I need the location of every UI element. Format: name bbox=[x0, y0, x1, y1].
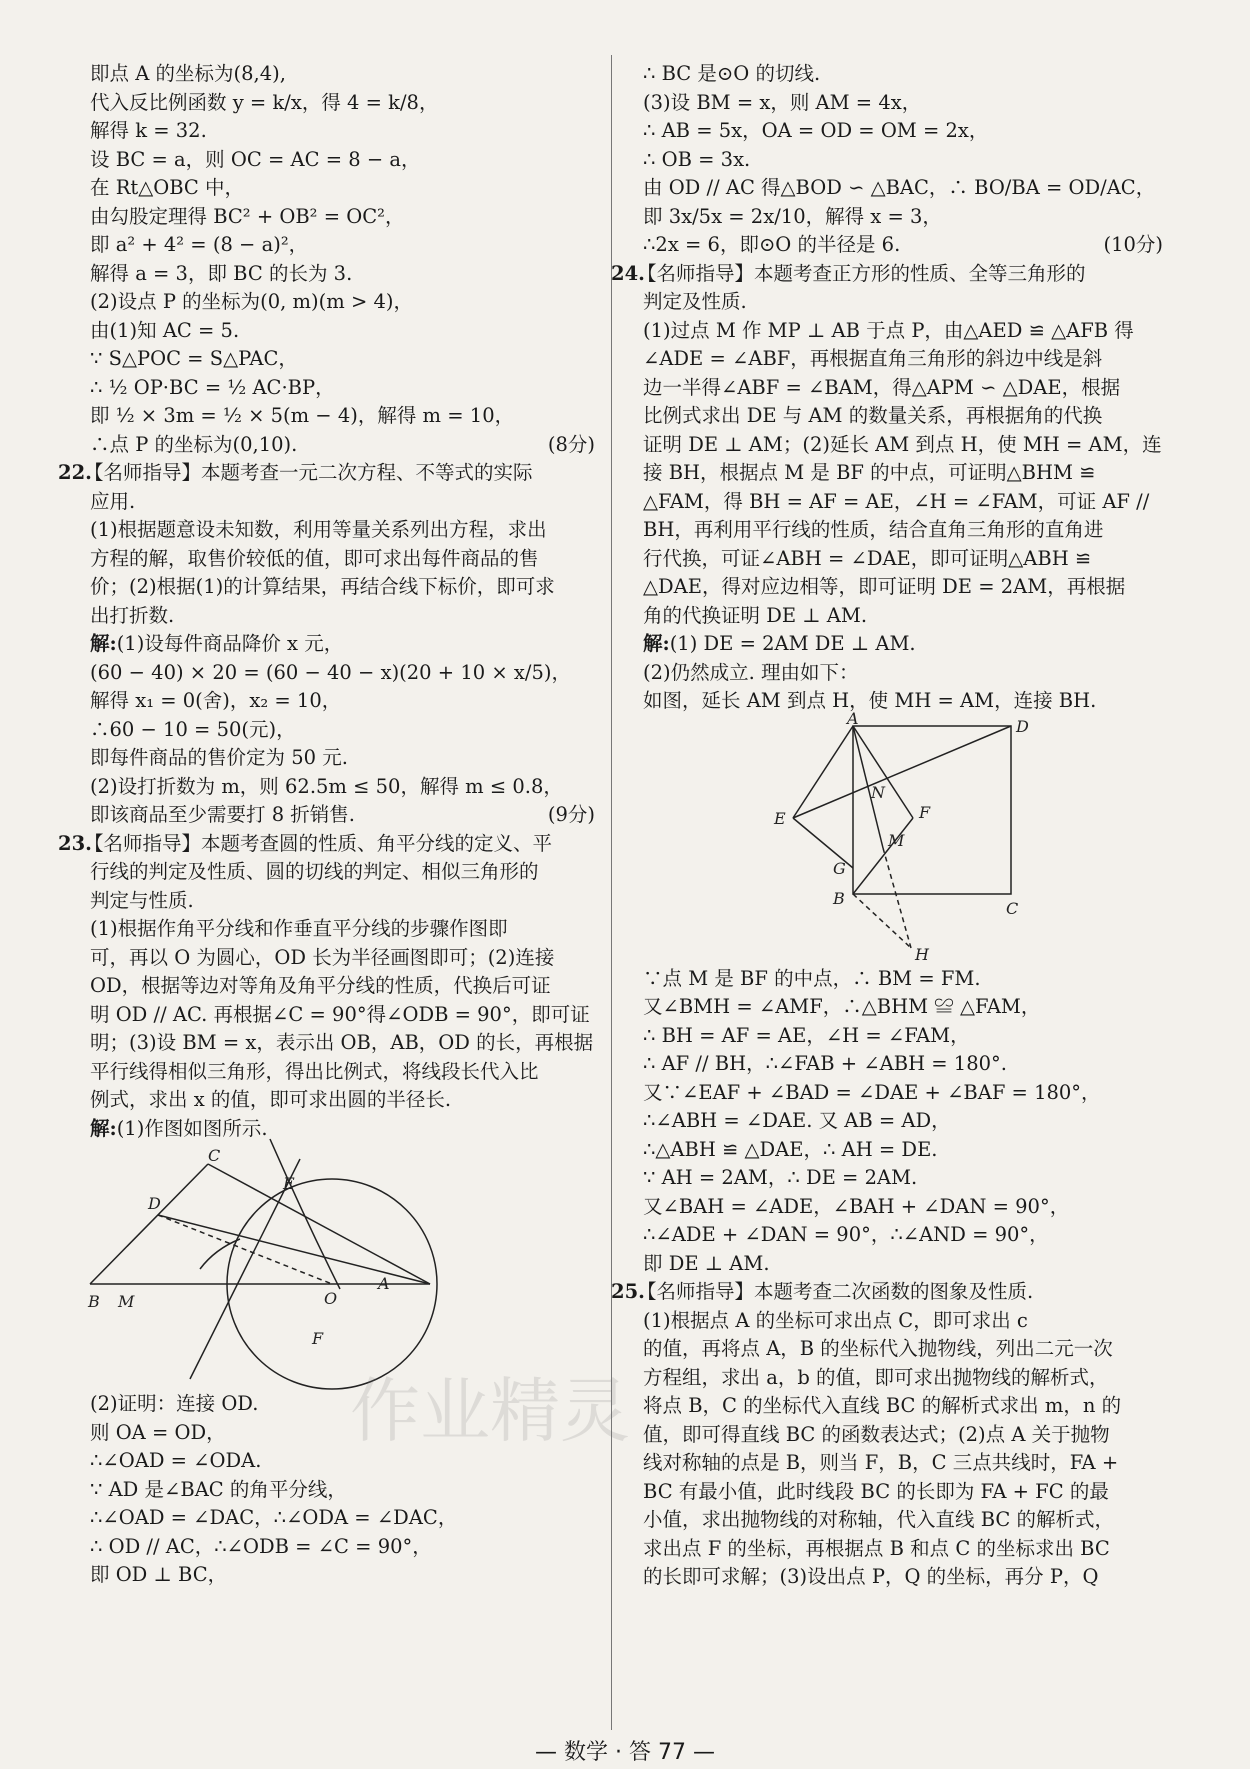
text-line: 应用. bbox=[90, 489, 136, 513]
text-line: ∴ AF // BH，∴∠FAB + ∠ABH = 180°. bbox=[643, 1052, 1007, 1075]
text-line: 设 BC = a，则 OC = AC = 8 − a， bbox=[90, 147, 421, 171]
label-a: A bbox=[378, 1274, 390, 1293]
q22-head: 【名师指导】本题考查一元二次方程、不等式的实际 bbox=[83, 461, 533, 484]
text-line: 方程组，求出 a，b 的值，即可求出抛物线的解析式， bbox=[643, 1365, 1109, 1389]
text-line: 比例式求出 DE 与 AM 的数量关系，再根据角的代换 bbox=[643, 404, 1103, 427]
text-line bbox=[643, 630, 1163, 659]
label-m: M bbox=[118, 1292, 135, 1311]
label-e: E bbox=[283, 1174, 295, 1193]
column-divider bbox=[611, 55, 612, 1730]
text-line: ∴ AB = 5x，OA = OD = OM = 2x， bbox=[643, 119, 989, 142]
text-line: 可，再以 O 为圆心，OD 长为半径画图即可；(2)连接 bbox=[90, 945, 555, 969]
text-line: 由勾股定理得 BC² + OB² = OC²， bbox=[90, 204, 405, 228]
text-line: 又∠BMH = ∠AMF，∴△BHM ≌ △FAM， bbox=[643, 995, 1041, 1018]
text-line: 求出点 F 的坐标，再根据点 B 和点 C 的坐标求出 BC bbox=[643, 1536, 1110, 1560]
text-line: ∵ AH = 2AM，∴ DE = 2AM. bbox=[643, 1166, 918, 1189]
text-line: 价；(2)根据(1)的计算结果，再结合线下标价，即可求 bbox=[90, 575, 555, 598]
text-line: 例式，求出 x 的值，即可求出圆的半径长. bbox=[90, 1088, 452, 1111]
text-line: 代入反比例函数 y = k/x，得 4 = k/8， bbox=[90, 90, 439, 114]
text-line: ∵点 M 是 BF 的中点，∴ BM = FM. bbox=[643, 966, 981, 990]
text-line bbox=[643, 231, 1163, 260]
text-line: (2)证明：连接 OD. bbox=[90, 1392, 259, 1415]
text-line: ∴ OB = 3x. bbox=[643, 147, 751, 171]
q24-number: 24. bbox=[611, 261, 645, 285]
text-line: (1)根据点 A 的坐标可求出点 C，即可求出 c bbox=[643, 1308, 1028, 1332]
line-ed bbox=[793, 726, 1011, 818]
label-c: C bbox=[1006, 898, 1019, 918]
solution-label: 解: bbox=[90, 1116, 117, 1140]
label-f: F bbox=[919, 802, 931, 822]
circle-construction-figure bbox=[88, 1146, 390, 1384]
q23-last: ∴2x = 6，即⊙O 的半径是 6. bbox=[643, 233, 901, 256]
q25-number: 25. bbox=[611, 1280, 645, 1303]
text-line: BH，再利用平行线的性质，结合直角三角形的直角进 bbox=[643, 518, 1104, 541]
line-bc bbox=[90, 1164, 208, 1284]
label-c: C bbox=[208, 1146, 221, 1165]
q22-number: 22. bbox=[58, 461, 92, 484]
text-line: (1)根据题意设未知数，利用等量关系列出方程，求出 bbox=[90, 518, 547, 541]
q22-last: 即该商品至少需要打 8 折销售. bbox=[90, 803, 356, 826]
text-line: BC 有最小值，此时线段 BC 的长即为 FA + FC 的最 bbox=[643, 1479, 1109, 1503]
text-line: 接 BH，根据点 M 是 BF 的中点，可证明△BHM ≌ bbox=[643, 461, 1096, 484]
text-line: ∴∠ADE + ∠DAN = 90°，∴∠AND = 90°， bbox=[643, 1223, 1049, 1246]
q23-head: 【名师指导】本题考查圆的性质、角平分线的定义、平 bbox=[83, 831, 552, 855]
q24-head: 【名师指导】本题考查正方形的性质、全等三角形的 bbox=[636, 261, 1086, 285]
text-line bbox=[90, 431, 595, 460]
text-line: 行线的判定及性质、圆的切线的判定、相似三角形的 bbox=[90, 860, 539, 883]
label-e: E bbox=[774, 808, 786, 828]
solution-label: 解: bbox=[90, 632, 117, 655]
text-line: ∴ OD // AC，∴∠ODB = ∠C = 90°， bbox=[90, 1534, 432, 1558]
text-line: ∵ AD 是∠BAC 的角平分线， bbox=[90, 1477, 347, 1501]
text-line: (1)作图如图所示. bbox=[116, 1116, 268, 1140]
text-line: 由 OD // AC 得△BOD ∽ △BAC，∴ BO/BA = OD/AC， bbox=[643, 176, 1156, 199]
text-line: 行代换，可证∠ABH = ∠DAE，即可证明△ABH ≌ bbox=[643, 546, 1092, 570]
text-line: 出打折数. bbox=[90, 603, 175, 627]
text-line: ∠ADE = ∠ABF，再根据直角三角形的斜边中线是斜 bbox=[643, 347, 1103, 370]
text-line: (3)设 BM = x，则 AM = 4x， bbox=[643, 90, 922, 114]
text-line: △FAM，得 BH = AF = AE，∠H = ∠FAM，可证 AF // bbox=[643, 489, 1150, 513]
text-line: 由(1)知 AC = 5. bbox=[90, 318, 240, 342]
text-line: (2)仍然成立. 理由如下： bbox=[643, 660, 859, 684]
text-line: ∴ BH = AF = AE，∠H = ∠FAM， bbox=[643, 1023, 970, 1047]
label-d: D bbox=[148, 1194, 161, 1213]
text-line: 将点 B，C 的坐标代入直线 BC 的解析式求出 m，n 的 bbox=[643, 1394, 1122, 1417]
text-line: 判定与性质. bbox=[90, 888, 194, 912]
line-fb bbox=[853, 818, 913, 894]
text-line bbox=[90, 801, 595, 830]
label-g: G bbox=[833, 858, 846, 878]
q24-heading bbox=[611, 260, 1163, 289]
label-b: B bbox=[88, 1292, 100, 1311]
arc-f bbox=[200, 1239, 240, 1269]
text-line: 又∠BAH = ∠ADE，∠BAH + ∠DAN = 90°， bbox=[643, 1194, 1070, 1218]
text-line: 解得 k = 32. bbox=[90, 119, 207, 142]
text-line: 的值，再将点 A，B 的坐标代入抛物线，列出二元一次 bbox=[643, 1337, 1113, 1360]
q25-head: 【名师指导】本题考查二次函数的图象及性质. bbox=[636, 1280, 1034, 1303]
q23-heading bbox=[58, 830, 595, 859]
text-line: 即点 A 的坐标为(8,4), bbox=[90, 62, 286, 85]
label-a: A bbox=[847, 708, 859, 728]
text-line: ∴ BC 是⊙O 的切线. bbox=[643, 62, 821, 85]
line-bh bbox=[853, 894, 911, 948]
line-ca bbox=[208, 1164, 430, 1284]
text-line: 如图，延长 AM 到点 H，使 MH = AM，连接 BH. bbox=[643, 689, 1097, 712]
label-d: D bbox=[1016, 716, 1029, 736]
square-abcd bbox=[853, 726, 1011, 894]
text-line: 平行线得相似三角形，得出比例式，将线段长代入比 bbox=[90, 1059, 539, 1083]
arc-e bbox=[270, 1139, 340, 1289]
text-line: ∴∠ABH = ∠DAE. 又 AB = AD， bbox=[643, 1109, 951, 1132]
page-footer: — 数学 · 答 77 — bbox=[535, 1740, 715, 1765]
text-line: 判定及性质. bbox=[643, 290, 747, 313]
right-column bbox=[611, 60, 1163, 1592]
text-line: ∴∠OAD = ∠ODA. bbox=[90, 1449, 262, 1472]
q25-heading bbox=[611, 1278, 1163, 1307]
label-b: B bbox=[833, 888, 845, 908]
line-ae bbox=[793, 726, 853, 818]
text-line: (2)设点 P 的坐标为(0, m)(m > 4)， bbox=[90, 290, 413, 313]
text-line: 明；(3)设 BM = x，表示出 OB，AB，OD 的长，再根据 bbox=[90, 1031, 594, 1054]
text-line: 又∵∠EAF + ∠BAD = ∠DAE + ∠BAF = 180°， bbox=[643, 1080, 1101, 1104]
label-h: H bbox=[915, 944, 929, 964]
solution-label: 解: bbox=[643, 632, 670, 655]
text-line: 线对称轴的点是 B，则当 F，B，C 三点共线时，FA + bbox=[643, 1451, 1119, 1474]
text-line: 边一半得∠ABF = ∠BAM，得△APM ∽ △DAE，根据 bbox=[643, 375, 1121, 399]
label-m: M bbox=[888, 830, 905, 850]
text-line: 小值，求出抛物线的对称轴，代入直线 BC 的解析式， bbox=[643, 1508, 1115, 1531]
text-line: 在 Rt△OBC 中， bbox=[90, 176, 245, 199]
q23-score: (10分) bbox=[1103, 233, 1163, 256]
text-line: (1)过点 M 作 MP ⊥ AB 于点 P，由△AED ≌ △AFB 得 bbox=[643, 318, 1134, 342]
text-line: 的长即可求解；(3)设出点 P，Q 的坐标，再分 P，Q bbox=[643, 1565, 1099, 1588]
text-line: ∴△ABH ≌ △DAE，∴ AH = DE. bbox=[643, 1137, 938, 1161]
text-line: 即 a² + 4² = (8 − a)²， bbox=[90, 233, 309, 256]
text-line: 角的代换证明 DE ⊥ AM. bbox=[643, 603, 868, 627]
text-line: 明 OD // AC. 再根据∠C = 90°得∠ODB = 90°，即可证 bbox=[90, 1002, 590, 1026]
q22-heading bbox=[58, 459, 595, 488]
text-line: 解得 a = 3，即 BC 的长为 3. bbox=[90, 261, 353, 285]
text-line: ∴∠OAD = ∠DAC，∴∠ODA = ∠DAC， bbox=[90, 1506, 458, 1529]
q21-last: ∴点 P 的坐标为(0,10). bbox=[90, 432, 298, 456]
text-line: (1) DE = 2AM DE ⊥ AM. bbox=[669, 632, 916, 655]
q21-score: (8分) bbox=[547, 432, 595, 456]
text-line: OD，根据等边对等角及角平分线的性质，代换后可证 bbox=[90, 974, 551, 997]
text-line: 即每件商品的售价定为 50 元. bbox=[90, 746, 348, 769]
label-f: F bbox=[312, 1329, 324, 1348]
text-line: 值，即可得直线 BC 的函数表达式；(2)点 A 关于抛物 bbox=[643, 1422, 1110, 1446]
text-line: ∴60 − 10 = 50(元)， bbox=[90, 717, 296, 741]
text-line bbox=[90, 1115, 595, 1144]
text-line: 解得 x₁ = 0(舍)，x₂ = 10， bbox=[90, 689, 342, 712]
q23-number: 23. bbox=[58, 831, 92, 855]
text-line bbox=[90, 630, 595, 659]
label-n: N bbox=[871, 782, 885, 802]
line-mh bbox=[883, 848, 911, 948]
watermark: 作业精灵 bbox=[350, 1370, 630, 1452]
text-line: 即 ½ × 3m = ½ × 5(m − 4)，解得 m = 10， bbox=[90, 404, 515, 427]
line-af bbox=[853, 726, 913, 818]
text-line: 即 OD ⊥ BC， bbox=[90, 1563, 228, 1586]
text-line: 即 3x/5x = 2x/10，解得 x = 3， bbox=[643, 204, 942, 228]
text-line: 则 OA = OD， bbox=[90, 1420, 226, 1444]
text-line: ∵ S△POC = S△PAC， bbox=[90, 347, 298, 370]
text-line: (60 − 40) × 20 = (60 − 40 − x)(20 + 10 × x/5)， bbox=[90, 660, 571, 684]
square-figure bbox=[643, 708, 1163, 964]
text-line: 方程的解，取售价较低的值，即可求出每件商品的售 bbox=[90, 546, 539, 570]
text-line: ∴ ½ OP·BC = ½ AC·BP， bbox=[90, 375, 335, 399]
text-line: 证明 DE ⊥ AM；(2)延长 AM 到点 H，使 MH = AM，连 bbox=[643, 432, 1162, 456]
text-line: (1)设每件商品降价 x 元， bbox=[116, 632, 344, 655]
text-line: (2)设打折数为 m，则 62.5m ≤ 50，解得 m ≤ 0.8， bbox=[90, 774, 563, 798]
label-o: O bbox=[324, 1289, 338, 1308]
q22-score: (9分) bbox=[547, 803, 595, 826]
text-line: (1)根据作角平分线和作垂直平分线的步骤作图即 bbox=[90, 917, 508, 940]
text-line: 即 DE ⊥ AM. bbox=[643, 1251, 770, 1275]
text-line: △DAE，得对应边相等，即可证明 DE = 2AM，再根据 bbox=[643, 575, 1126, 598]
